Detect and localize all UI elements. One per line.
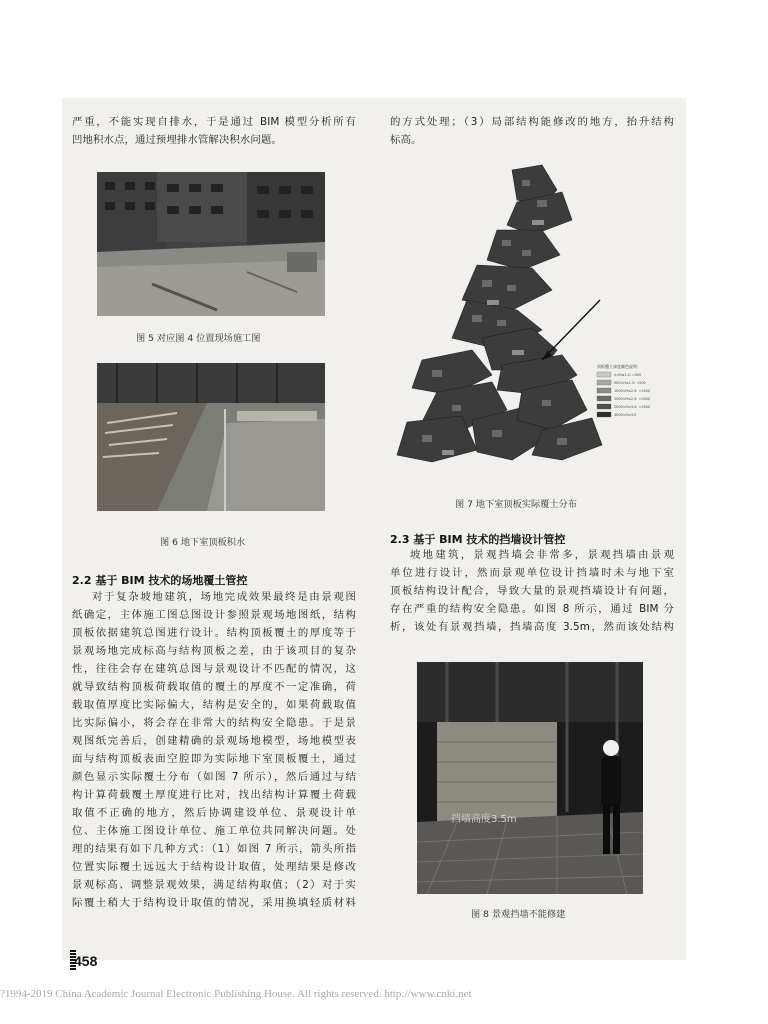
- section-2-2-line-15: 理的结果有如下几种方式：（1）如图 7 所示，箭头所指: [72, 843, 356, 855]
- copyright-footer: ?1994-2019 China Academic Journal Electronic Publishing House. All rights reserved. http://www.cnki.net: [0, 988, 472, 1000]
- page-number: 458: [74, 953, 98, 969]
- section-2-2-line-14: 位、主体施工图设计单位、施工单位共同解决问题。处: [72, 825, 356, 837]
- section-2-2-line-18: 际覆土稍大于结构设计取值的情况，采用换填轻质材料: [72, 897, 356, 909]
- section-2-3-line-3: 顶板结构设计配合，导致大量的景观挡墙设计有问题，: [390, 585, 674, 597]
- figure-6-caption: 图 6 地下室顶板积水: [160, 537, 246, 548]
- figure-7-legend-label-2: 500<H≤1.5: =500: [614, 381, 646, 385]
- section-2-2-line-7: 载取值厚度比实际偏大，结构是安全的，如果荷载取值: [72, 699, 356, 711]
- left-intro-line-2: 凹地积水点，通过预埋排水管解决积水问题。: [72, 134, 282, 146]
- section-2-2-line-5: 性，往往会存在建筑总图与景观设计不匹配的情况，这: [72, 663, 356, 675]
- figure-7-legend-swatch-5: [597, 404, 611, 409]
- figure-7-legend-swatch-1: [597, 372, 611, 377]
- figure-7-legend-swatch-6: [597, 412, 611, 417]
- figure-7-legend-label-6: 3000<H≤3.5: [614, 413, 637, 417]
- section-2-3-line-1: 坡地建筑，景观挡墙会非常多，景观挡墙由景观: [410, 549, 674, 561]
- section-2-2-line-13: 取值不正确的地方，然后协调建设单位、景观设计单: [72, 807, 356, 819]
- figure-8-photo: [417, 662, 643, 894]
- section-2-2-heading: 2.2 基于 BIM 技术的场地覆土管控: [72, 574, 248, 587]
- section-2-2-line-1: 对于复杂坡地建筑，场地完成效果最终是由景观图: [92, 591, 356, 603]
- figure-8-caption: 图 8 景观挡墙不能修建: [471, 909, 566, 920]
- figure-7-legend-label-1: 0<H≤1.0: =500: [614, 373, 642, 377]
- figure-7-legend-swatch-4: [597, 396, 611, 401]
- figure-7-legend-swatch-2: [597, 380, 611, 385]
- section-2-2-line-16: 位置实际覆土远远大于结构设计取值，处理结果是修改: [72, 861, 356, 873]
- figure-7-map: [392, 160, 682, 490]
- figure-8-overlay-label: 挡墙高度3.5m: [451, 814, 517, 825]
- section-2-2-line-8: 比实际偏小，将会存在非常大的结构安全隐患。于是景: [72, 717, 356, 729]
- section-2-2-line-11: 颜色显示实际覆土分布（如图 7 所示），然后通过与结: [72, 771, 356, 783]
- figure-7-caption: 图 7 地下室顶板实际覆土分布: [455, 499, 577, 510]
- figure-7-legend-swatch-3: [597, 388, 611, 393]
- section-2-3-line-4: 存在严重的结构安全隐患。如图 8 所示，通过 BIM 分: [390, 603, 674, 615]
- figure-7-arrow: [542, 300, 600, 360]
- figure-7-legend-title: 顶板覆土深度颜色说明：: [597, 364, 641, 369]
- section-2-2-line-3: 顶板依据建筑总图进行设计。结构顶板覆土的厚度等于: [72, 627, 356, 639]
- section-2-2-line-6: 就导致结构顶板荷载取值的覆土的厚度不一定准确，荷: [72, 681, 356, 693]
- figure-7-legend-label-4: 1500<H≤2.5: =2000: [614, 397, 650, 401]
- section-2-2-line-17: 景观标高、调整景观效果，满足结构取值；（2）对于实: [72, 879, 356, 891]
- section-2-3-line-2: 单位进行设计，然而景观单位设计挡墙时未与地下室: [390, 567, 674, 579]
- section-2-3-heading: 2.3 基于 BIM 技术的挡墙设计管控: [390, 533, 566, 546]
- figure-7-legend-label-3: 1000<H≤2.0: =1500: [614, 389, 650, 393]
- figure-7-legend-label-5: 2000<H≤3.0: =2500: [614, 405, 650, 409]
- section-2-2-line-10: 面与结构顶板表面空腔即为实际地下室顶板覆土，通过: [72, 753, 356, 765]
- right-intro-line-2: 标高。: [390, 134, 422, 146]
- left-intro-line-1: 严重，不能实现自排水，于是通过 BIM 模型分析所有: [72, 116, 356, 128]
- section-2-2-line-4: 景观场地完成标高与结构顶板之差，由于该项目的复杂: [72, 645, 356, 657]
- section-2-2-line-2: 纸确定，主体施工图总图设计参照景观场地图纸，结构: [72, 609, 356, 621]
- figure-7-legend: [597, 363, 650, 417]
- right-intro-line-1: 的方式处理；（3）局部结构能修改的地方，抬升结构: [390, 116, 674, 128]
- section-2-2-line-12: 构计算荷载覆土厚度进行比对，找出结构计算覆土荷载: [72, 789, 356, 801]
- section-2-2-line-9: 观图纸完善后，创建精确的景观场地模型，场地模型表: [72, 735, 356, 747]
- figure-5-caption: 图 5 对应图 4 位置现场施工图: [136, 333, 261, 344]
- section-2-3-line-5: 析，该处有景观挡墙，挡墙高度 3.5m，然而该处结构: [390, 621, 674, 633]
- figure-6-photo: [97, 363, 325, 511]
- figure-5-photo: [97, 172, 325, 316]
